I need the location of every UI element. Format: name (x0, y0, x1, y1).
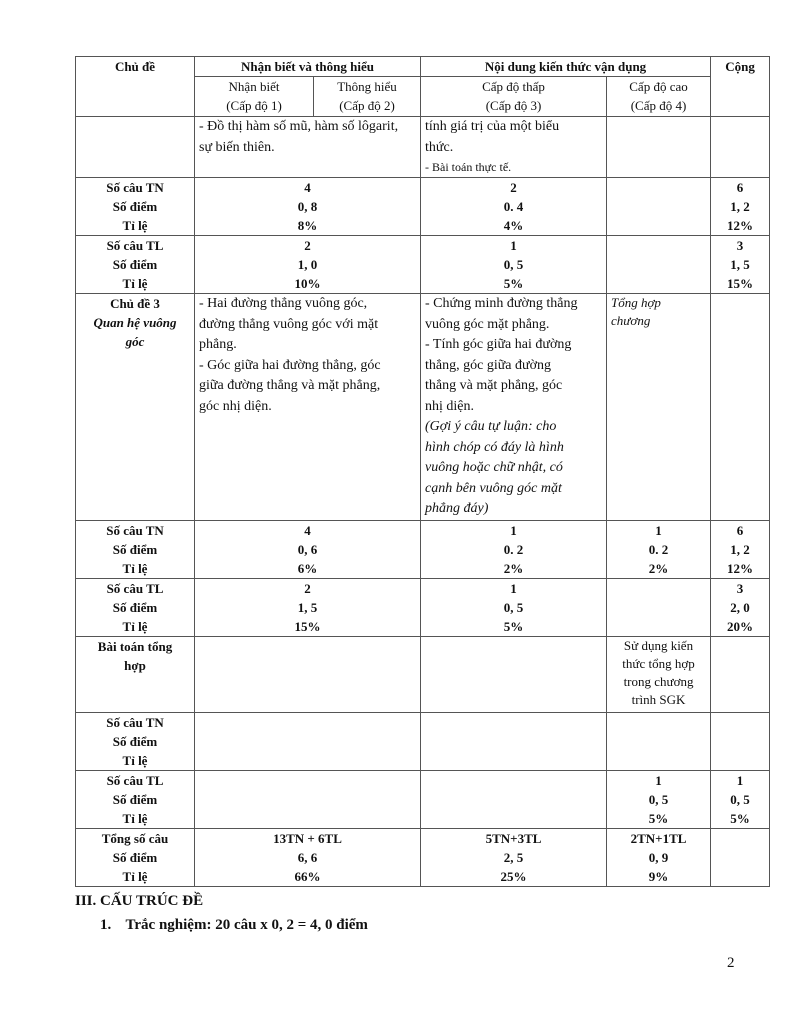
synthesis-title-cell: Bài toán tổng hợp (76, 637, 195, 713)
synthesis-total-content (711, 637, 770, 713)
synthesis-content-row (76, 637, 770, 713)
synthesis-recognize-content (195, 637, 421, 713)
topic2-total-content (711, 117, 770, 178)
exam-matrix-table (75, 56, 770, 887)
topic2-content-row (76, 117, 770, 178)
topic2-recognize-content: - Đồ thị hàm số mũ, hàm số lôgarit, sự biến thiên. (195, 117, 421, 178)
topic3-tn-low: 1 0. 2 2% (421, 521, 607, 579)
topic3-tn-high: 1 0. 2 2% (607, 521, 711, 579)
topic2-cell (76, 117, 195, 178)
tl-labels: Số câu TL Số điểm Tỉ lệ (76, 579, 195, 637)
topic2-tl-recognize: 2 1, 0 10% (195, 236, 421, 294)
header-row (76, 57, 770, 77)
grand-total-low: 5TN+3TL 2, 5 25% (421, 829, 607, 887)
topic2-tn-recognize: 4 0, 8 8% (195, 178, 421, 236)
topic3-title-cell: Chủ đề 3 Quan hệ vuông góc (76, 294, 195, 521)
header-level-3: Cấp độ thấp (Cấp độ 3) (421, 77, 607, 117)
synthesis-tl-total: 1 0, 5 5% (711, 771, 770, 829)
tl-labels: Số câu TL Số điểm Tỉ lệ (76, 236, 195, 294)
tl-labels: Số câu TL Số điểm Tỉ lệ (76, 771, 195, 829)
topic2-tl-high (607, 236, 711, 294)
topic3-tl-low: 1 0, 5 5% (421, 579, 607, 637)
header-topic: Chủ đề (76, 57, 195, 117)
list-item (100, 917, 368, 934)
topic3-recognize-content: - Hai đường thẳng vuông góc, đường thẳng vuông góc với mặt phẳng. - Góc giữa hai đường thẳng, góc giữa đường thẳng và mặt phẳng, góc nhị diện. (195, 294, 421, 521)
topic2-tn-low: 2 0. 4 4% (421, 178, 607, 236)
topic3-content-row (76, 294, 770, 521)
synthesis-tl-recognize (195, 771, 421, 829)
topic2-tl-low: 1 0, 5 5% (421, 236, 607, 294)
header-total: Cộng (711, 57, 770, 117)
page-number: 2 (727, 955, 735, 971)
topic3-tn-recognize: 4 0, 6 6% (195, 521, 421, 579)
synthesis-tn-recognize (195, 713, 421, 771)
topic3-total-content (711, 294, 770, 521)
header-level-4: Cấp độ cao (Cấp độ 4) (607, 77, 711, 117)
list-item-number: 1. (100, 917, 112, 933)
synthesis-tl-row (76, 771, 770, 829)
synthesis-apply-high-content: Sử dụng kiến thức tổng hợp trong chương trình SGK (607, 637, 711, 713)
topic2-apply-low-content: tính giá trị của một biểu thức. - Bài toán thực tế. (421, 117, 607, 178)
synthesis-apply-low-content (421, 637, 607, 713)
grand-total-high: 2TN+1TL 0, 9 9% (607, 829, 711, 887)
tn-labels: Số câu TN Số điểm Tỉ lệ (76, 521, 195, 579)
section-title: III. CẤU TRÚC ĐỀ (75, 893, 204, 909)
grand-total-recognize: 13TN + 6TL 6, 6 66% (195, 829, 421, 887)
topic2-apply-high-content (607, 117, 711, 178)
topic2-tl-row (76, 236, 770, 294)
topic3-tl-total: 3 2, 0 20% (711, 579, 770, 637)
synthesis-tl-low (421, 771, 607, 829)
header-level-1: Nhận biết (Cấp độ 1) (195, 77, 314, 117)
topic2-tn-row (76, 178, 770, 236)
topic3-tn-total: 6 1, 2 12% (711, 521, 770, 579)
topic3-apply-high-content: Tổng hợp chương (607, 294, 711, 521)
total-labels: Tổng số câu Số điểm Tỉ lệ (76, 829, 195, 887)
header-recognize-group: Nhận biết và thông hiểu (195, 57, 421, 77)
topic3-tl-row (76, 579, 770, 637)
synthesis-tn-high (607, 713, 711, 771)
topic3-tl-recognize: 2 1, 5 15% (195, 579, 421, 637)
synthesis-tn-low (421, 713, 607, 771)
grand-total-total (711, 829, 770, 887)
synthesis-tl-high: 1 0, 5 5% (607, 771, 711, 829)
topic2-tl-total: 3 1, 5 15% (711, 236, 770, 294)
topic3-apply-low-content: - Chứng minh đường thẳng vuông góc mặt phẳng. - Tính góc giữa hai đường thẳng, góc giữa đường thẳng và mặt phẳng, góc nhị diện. (Gợi ý câu tự luận: cho hình chóp có đáy là hình vuông hoặc chữ nhật, có cạnh bên vuông góc mặt phẳng đáy) (421, 294, 607, 521)
tn-labels: Số câu TN Số điểm Tỉ lệ (76, 713, 195, 771)
grand-total-row (76, 829, 770, 887)
topic3-tn-row (76, 521, 770, 579)
topic2-tn-total: 6 1, 2 12% (711, 178, 770, 236)
synthesis-tn-row (76, 713, 770, 771)
synthesis-tn-total (711, 713, 770, 771)
list-item-text: Trắc nghiệm: 20 câu x 0, 2 = 4, 0 điểm (125, 917, 368, 933)
header-level-2: Thông hiểu (Cấp độ 2) (314, 77, 421, 117)
header-apply-group: Nội dung kiến thức vận dụng (421, 57, 711, 77)
tn-labels: Số câu TN Số điểm Tỉ lệ (76, 178, 195, 236)
topic2-tn-high (607, 178, 711, 236)
topic3-tl-high (607, 579, 711, 637)
